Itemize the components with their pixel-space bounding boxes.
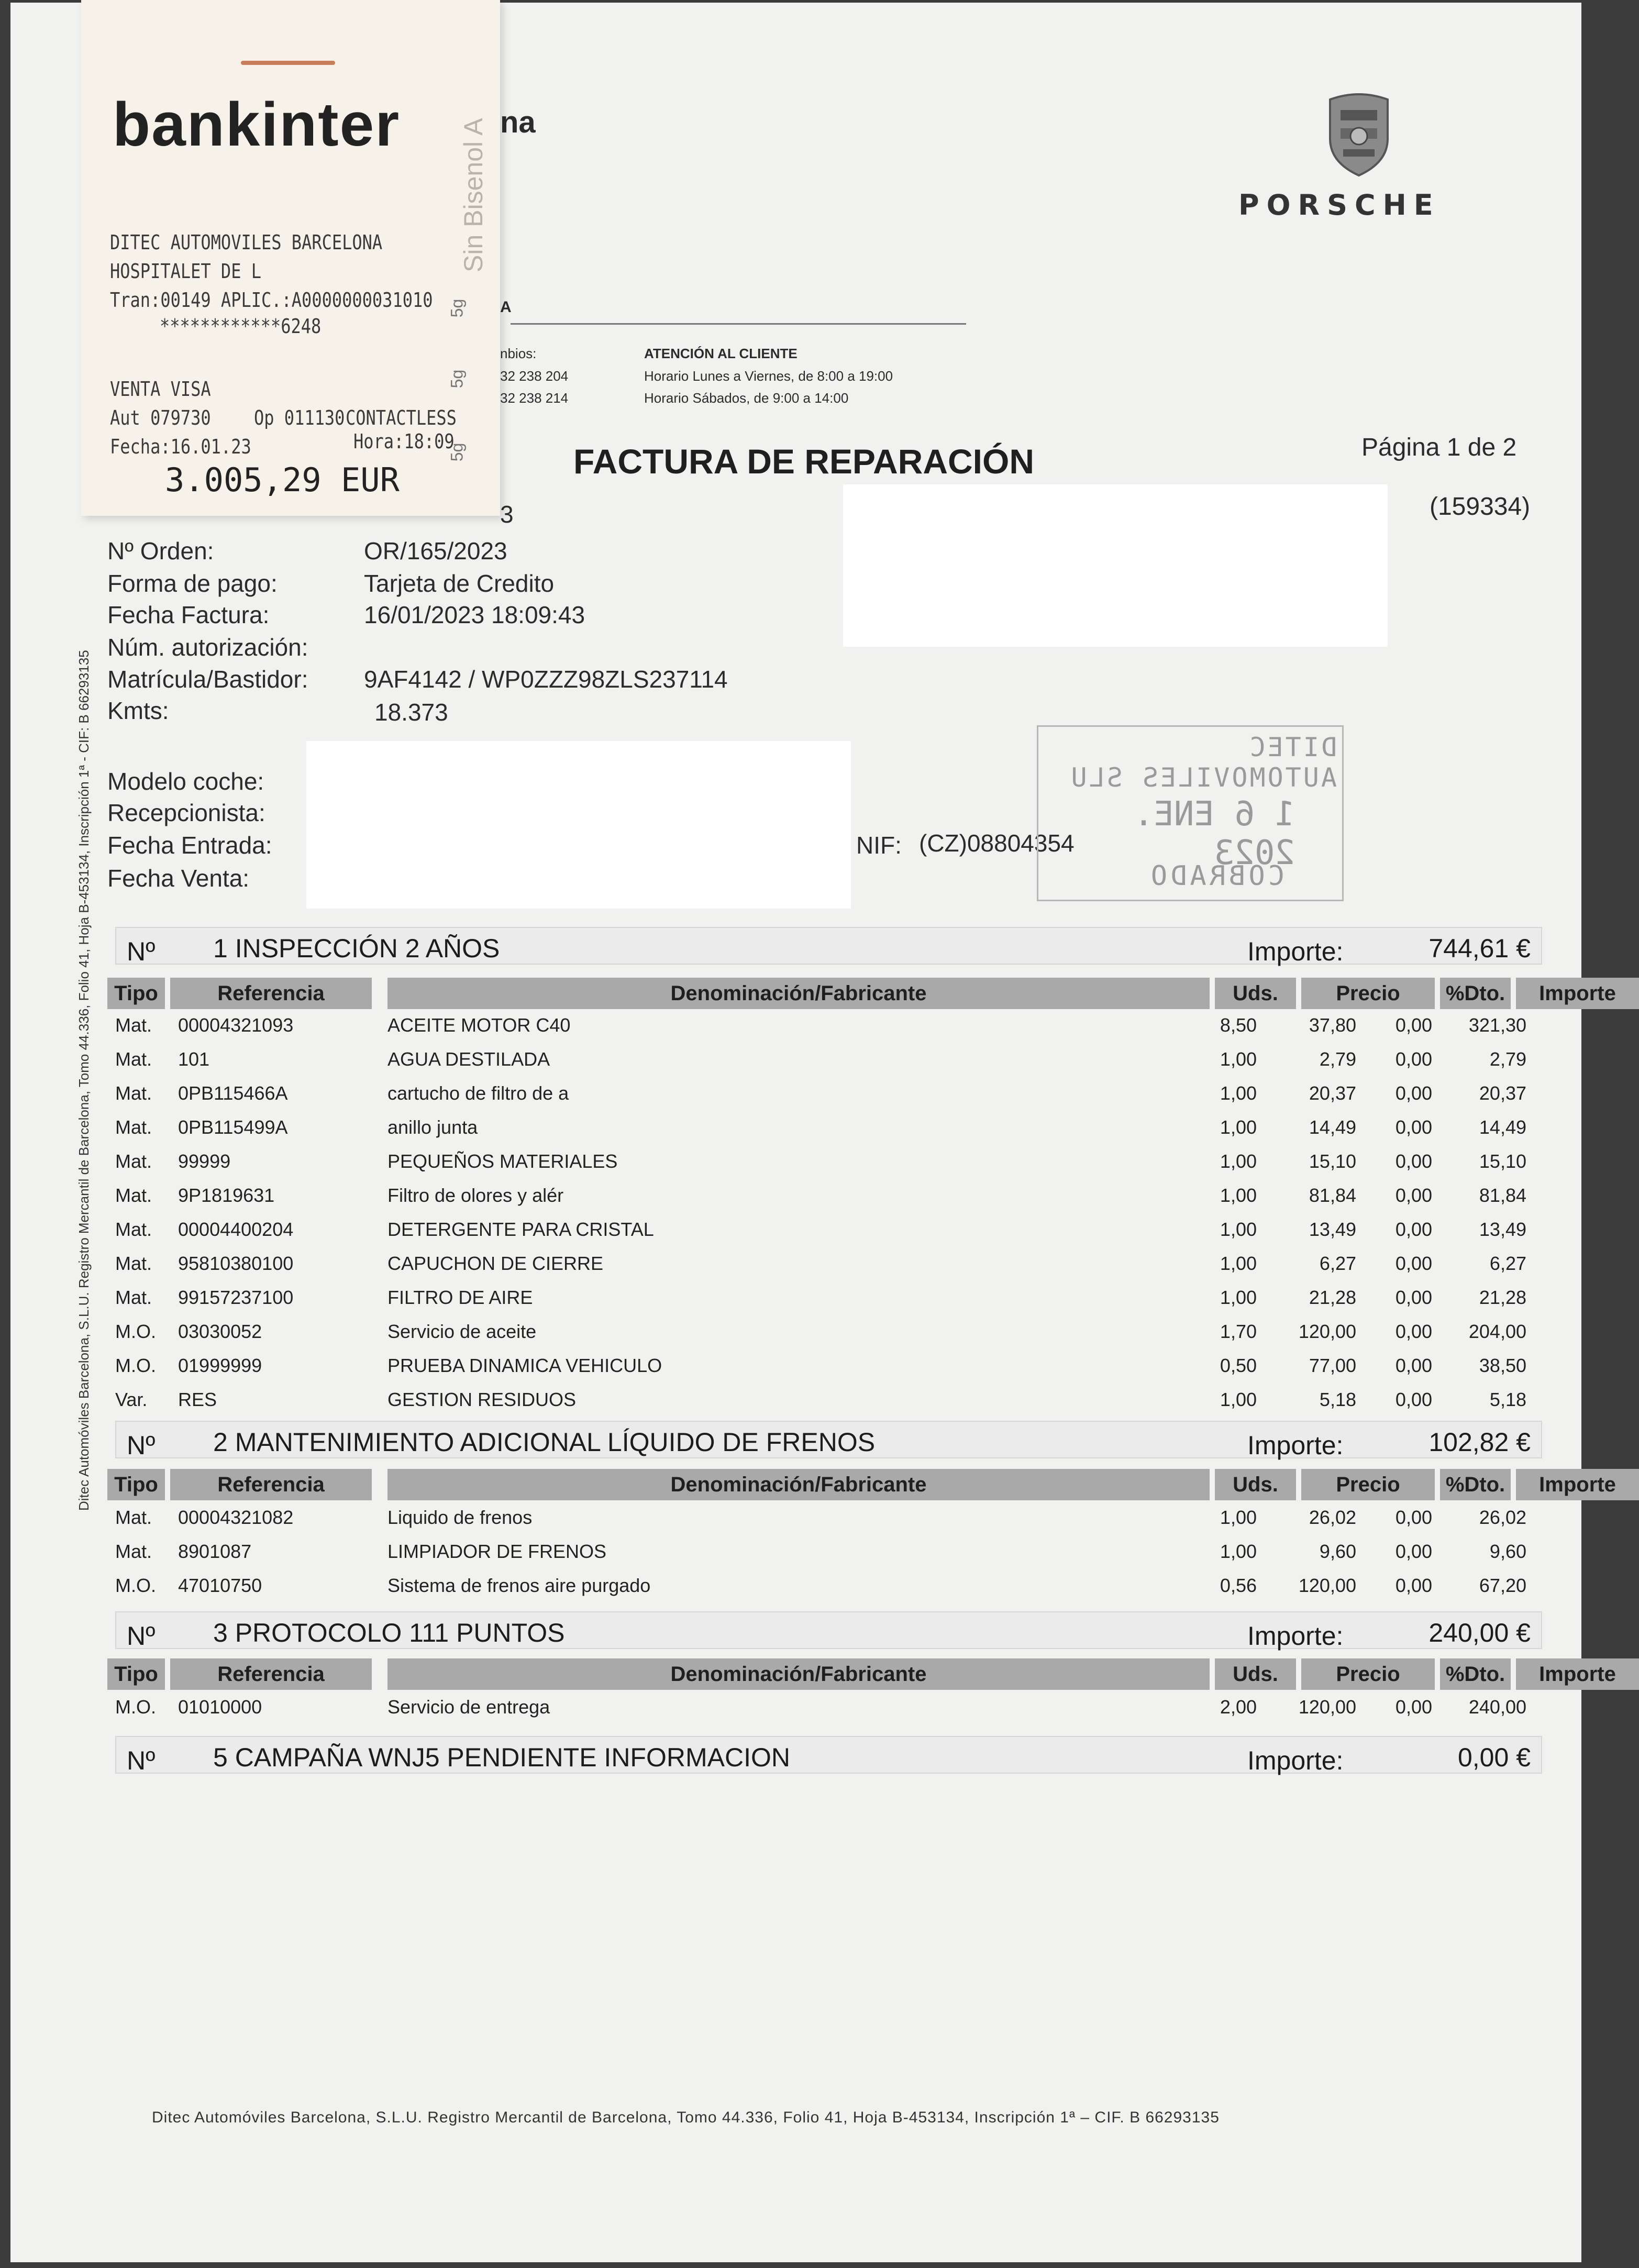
column-header: Uds. [1215, 978, 1296, 1009]
column-header: Referencia [170, 1469, 372, 1500]
receipt-line: Op 011130 [254, 406, 345, 430]
section-title: 1 INSPECCIÓN 2 AÑOS [213, 934, 500, 963]
cell-denominacion: Servicio de entrega [387, 1696, 550, 1718]
cell-referencia: 00004400204 [178, 1219, 294, 1240]
column-header: Uds. [1215, 1658, 1296, 1690]
section-title: 3 PROTOCOLO 111 PUNTOS [213, 1618, 565, 1647]
cell-referencia: 00004321093 [178, 1014, 294, 1036]
cell-precio: 81,84 [1309, 1185, 1356, 1206]
cell-precio: 37,80 [1309, 1014, 1356, 1036]
cell-dto: 0,00 [1395, 1048, 1432, 1070]
receipt-total: 3.005,29 EUR [165, 461, 400, 499]
porsche-crest-icon [1325, 89, 1393, 178]
cell-referencia: 9P1819631 [178, 1185, 275, 1206]
receipt-line: HOSPITALET DE L [110, 259, 261, 283]
column-header: Uds. [1215, 1469, 1296, 1500]
cell-dto: 0,00 [1395, 1082, 1432, 1104]
cell-precio: 120,00 [1298, 1575, 1356, 1596]
section-number-label: Nº [127, 1621, 156, 1651]
cell-dto: 0,00 [1395, 1014, 1432, 1036]
cell-denominacion: GESTION RESIDUOS [387, 1389, 577, 1410]
cell-tipo: Mat. [115, 1116, 152, 1138]
cell-importe: 20,37 [1479, 1082, 1526, 1104]
table-row [107, 1178, 1534, 1211]
cell-denominacion: Filtro de olores y alér [387, 1185, 564, 1206]
cell-uds: 0,50 [1220, 1355, 1257, 1376]
cell-denominacion: PRUEBA DINAMICA VEHICULO [387, 1355, 662, 1376]
cell-importe: 81,84 [1479, 1185, 1526, 1206]
cell-referencia: 47010750 [178, 1575, 262, 1596]
cell-tipo: Mat. [115, 1219, 152, 1240]
section-header [115, 1421, 1542, 1458]
cell-referencia: 8901087 [178, 1541, 252, 1562]
redacted-customer-block [843, 484, 1388, 647]
cell-tipo: Var. [115, 1389, 148, 1410]
column-header: %Dto. [1440, 1469, 1511, 1500]
section-number-label: Nº [127, 1431, 156, 1460]
cell-uds: 1,00 [1220, 1048, 1257, 1070]
cell-tipo: Mat. [115, 1014, 152, 1036]
cell-dto: 0,00 [1395, 1253, 1432, 1274]
label-pago: Forma de pago: [107, 570, 278, 597]
label-modelo: Modelo coche: [107, 768, 264, 795]
cell-denominacion: DETERGENTE PARA CRISTAL [387, 1219, 654, 1240]
cell-tipo: M.O. [115, 1575, 156, 1596]
table-row [107, 1110, 1534, 1143]
label-fecha-venta: Fecha Venta: [107, 865, 250, 892]
cell-precio: 6,27 [1319, 1253, 1356, 1274]
section-importe-value: 744,61 € [1428, 934, 1531, 963]
cell-importe: 38,50 [1479, 1355, 1526, 1376]
cell-referencia: 0PB115466A [178, 1082, 288, 1104]
value-kmts: 18.373 [374, 699, 448, 726]
receipt-line: Fecha:16.01.23 [110, 435, 251, 459]
table-row [107, 1534, 1534, 1567]
cell-precio: 13,49 [1309, 1219, 1356, 1240]
cell-denominacion: FILTRO DE AIRE [387, 1287, 533, 1308]
cell-referencia: RES [178, 1389, 217, 1410]
header-rule [511, 323, 966, 325]
cell-precio: 21,28 [1309, 1287, 1356, 1308]
section-importe-value: 240,00 € [1428, 1618, 1531, 1647]
table-row [107, 1690, 1534, 1722]
column-header: %Dto. [1440, 978, 1511, 1009]
redacted-vehicle-block [306, 741, 851, 909]
cell-importe: 67,20 [1479, 1575, 1526, 1596]
cell-dto: 0,00 [1395, 1219, 1432, 1240]
column-header: Tipo [107, 978, 165, 1009]
cell-tipo: M.O. [115, 1696, 156, 1718]
cell-uds: 1,00 [1220, 1150, 1257, 1172]
receipt-card-number: ************6248 [160, 314, 322, 338]
value-fecha-factura: 16/01/2023 18:09:43 [364, 601, 585, 628]
cell-uds: 1,00 [1220, 1082, 1257, 1104]
cell-dto: 0,00 [1395, 1355, 1432, 1376]
cell-tipo: Mat. [115, 1048, 152, 1070]
cell-dto: 0,00 [1395, 1287, 1432, 1308]
table-row [107, 1212, 1534, 1245]
cell-precio: 15,10 [1309, 1150, 1356, 1172]
section-importe-label: Importe: [1247, 1621, 1344, 1651]
receipt-line: Hora:18:09 [353, 429, 455, 453]
cell-referencia: 00004321082 [178, 1507, 294, 1528]
cell-importe: 6,27 [1489, 1253, 1526, 1274]
cell-uds: 1,70 [1220, 1321, 1257, 1342]
cell-denominacion: Sistema de frenos aire purgado [387, 1575, 651, 1596]
value-orden: OR/165/2023 [364, 537, 507, 565]
column-header: Precio [1301, 978, 1435, 1009]
nif-label: NIF: [856, 832, 902, 859]
porsche-wordmark: PORSCHE [1238, 189, 1441, 222]
cell-uds: 8,50 [1220, 1014, 1257, 1036]
cell-denominacion: AGUA DESTILADA [387, 1048, 550, 1070]
cell-uds: 1,00 [1220, 1185, 1257, 1206]
cell-uds: 1,00 [1220, 1253, 1257, 1274]
cell-importe: 15,10 [1479, 1150, 1526, 1172]
cell-precio: 20,37 [1309, 1082, 1356, 1104]
table-row [107, 1314, 1534, 1347]
receipt-side-text: Sin Bisenol A [459, 118, 488, 272]
table-header [107, 1658, 1616, 1690]
receipt-line: Tran:00149 APLIC.:A0000000031010 [110, 288, 433, 312]
cell-referencia: 01010000 [178, 1696, 262, 1718]
label-matricula: Matrícula/Bastidor: [107, 666, 308, 693]
stamp-cobrado: COBRADO [1147, 860, 1284, 892]
cell-referencia: 101 [178, 1048, 210, 1070]
table-row [107, 1008, 1534, 1041]
table-row [107, 1348, 1534, 1381]
table-row [107, 1144, 1534, 1177]
label-recepcionista: Recepcionista: [107, 799, 265, 826]
cell-referencia: 01999999 [178, 1355, 262, 1376]
hours-weekdays: Horario Lunes a Viernes, de 8:00 a 19:00 [644, 368, 893, 384]
page-number: Página 1 de 2 [1361, 434, 1517, 461]
phone-1: 32 238 204 [500, 368, 569, 384]
table-row [107, 1076, 1534, 1109]
header-partial-word: na [500, 105, 536, 139]
cell-precio: 77,00 [1309, 1355, 1356, 1376]
table-row [107, 1568, 1534, 1601]
nif-value: (CZ)08804354 [919, 829, 1075, 857]
cell-denominacion: PEQUEÑOS MATERIALES [387, 1150, 618, 1172]
cell-denominacion: LIMPIADOR DE FRENOS [387, 1541, 607, 1562]
attention-title: ATENCIÓN AL CLIENTE [644, 346, 798, 361]
cell-tipo: M.O. [115, 1355, 156, 1376]
cell-uds: 1,00 [1220, 1541, 1257, 1562]
paid-stamp [1037, 725, 1344, 901]
cell-tipo: M.O. [115, 1321, 156, 1342]
cell-tipo: Mat. [115, 1150, 152, 1172]
column-header: Precio [1301, 1469, 1435, 1500]
cell-precio: 14,49 [1309, 1116, 1356, 1138]
column-header: Precio [1301, 1658, 1435, 1690]
cell-denominacion: ACEITE MOTOR C40 [387, 1014, 571, 1036]
cell-dto: 0,00 [1395, 1696, 1432, 1718]
receipt-line: Aut 079730 [110, 406, 211, 430]
section-header [115, 927, 1542, 965]
cell-uds: 2,00 [1220, 1696, 1257, 1718]
cell-uds: 0,56 [1220, 1575, 1257, 1596]
cell-dto: 0,00 [1395, 1575, 1432, 1596]
card-receipt [81, 0, 500, 516]
section-importe-value: 102,82 € [1428, 1428, 1531, 1457]
cell-uds: 1,00 [1220, 1389, 1257, 1410]
bankinter-logo: bankinter [113, 90, 401, 159]
cell-precio: 120,00 [1298, 1321, 1356, 1342]
section-title: 5 CAMPAÑA WNJ5 PENDIENTE INFORMACION [213, 1743, 790, 1772]
cell-uds: 1,00 [1220, 1507, 1257, 1528]
cell-precio: 2,79 [1319, 1048, 1356, 1070]
cell-referencia: 99999 [178, 1150, 231, 1172]
section-header [115, 1611, 1542, 1649]
column-header: Importe [1516, 1469, 1639, 1500]
cell-tipo: Mat. [115, 1507, 152, 1528]
cell-importe: 21,28 [1479, 1287, 1526, 1308]
cell-dto: 0,00 [1395, 1150, 1432, 1172]
cell-uds: 1,00 [1220, 1116, 1257, 1138]
cell-precio: 5,18 [1319, 1389, 1356, 1410]
section-importe-label: Importe: [1247, 937, 1344, 966]
receipt-mark: 5g [447, 298, 467, 318]
cell-dto: 0,00 [1395, 1116, 1432, 1138]
cell-importe: 9,60 [1489, 1541, 1526, 1562]
section-importe-label: Importe: [1247, 1746, 1344, 1775]
section-title: 2 MANTENIMIENTO ADICIONAL LÍQUIDO DE FRENOS [213, 1428, 876, 1457]
table-header [107, 1469, 1616, 1500]
section-number-label: Nº [127, 937, 156, 966]
value-matricula: 9AF4142 / WP0ZZZ98ZLS237114 [364, 666, 728, 693]
label-fecha-entrada: Fecha Entrada: [107, 832, 272, 859]
receipt-line: CONTACTLESS [346, 406, 457, 430]
label-autorizacion: Núm. autorización: [107, 634, 308, 661]
cell-tipo: Mat. [115, 1082, 152, 1104]
phones-label: nbios: [500, 346, 537, 361]
receipt-mark: 5g [447, 442, 467, 462]
footer-legal: Ditec Automóviles Barcelona, S.L.U. Registro Mercantil de Barcelona, Tomo 44.336, Folio 41, Hoja B-453134, Inscripción 1ª – CIF. B 66293135 [152, 2109, 1220, 2126]
cell-precio: 26,02 [1309, 1507, 1356, 1528]
cell-denominacion: cartucho de filtro de a [387, 1082, 569, 1104]
cell-denominacion: anillo junta [387, 1116, 478, 1138]
cell-precio: 9,60 [1319, 1541, 1356, 1562]
receipt-line: DITEC AUTOMOVILES BARCELONA [110, 230, 383, 255]
value-pago: Tarjeta de Credito [364, 570, 555, 597]
column-header: Tipo [107, 1469, 165, 1500]
cell-uds: 1,00 [1220, 1287, 1257, 1308]
column-header: Referencia [170, 1658, 372, 1690]
column-header: %Dto. [1440, 1658, 1511, 1690]
column-header: Importe [1516, 1658, 1639, 1690]
cell-dto: 0,00 [1395, 1185, 1432, 1206]
header-partial-a: A [500, 298, 512, 316]
table-row [107, 1246, 1534, 1279]
column-header: Denominación/Fabricante [387, 1469, 1210, 1500]
label-kmts: Kmts: [107, 697, 169, 724]
phone-2: 32 238 214 [500, 390, 569, 406]
cell-dto: 0,00 [1395, 1507, 1432, 1528]
cell-referencia: 99157237100 [178, 1287, 294, 1308]
cell-importe: 13,49 [1479, 1219, 1526, 1240]
cell-importe: 26,02 [1479, 1507, 1526, 1528]
cell-uds: 1,00 [1220, 1219, 1257, 1240]
stamp-company: DITEC AUTOMOVILES SLU [1069, 732, 1337, 793]
cell-denominacion: Servicio de aceite [387, 1321, 537, 1342]
receipt-line: VENTA VISA [110, 377, 211, 401]
receipt-tear-line [241, 61, 335, 65]
column-header: Importe [1516, 978, 1639, 1009]
side-legal-text: Ditec Automóviles Barcelona, S.L.U. Registro Mercantil de Barcelona, Tomo 44.336, Folio 41, Hoja B-453134, Inscripción 1ª - CIF: B 66293135 [76, 650, 92, 1511]
cell-tipo: Mat. [115, 1185, 152, 1206]
table-row [107, 1500, 1534, 1533]
cell-denominacion: CAPUCHON DE CIERRE [387, 1253, 604, 1274]
cell-importe: 321,30 [1468, 1014, 1526, 1036]
cell-importe: 240,00 [1468, 1696, 1526, 1718]
column-header: Referencia [170, 978, 372, 1009]
hours-saturday: Horario Sábados, de 9:00 a 14:00 [644, 390, 849, 406]
cell-dto: 0,00 [1395, 1389, 1432, 1410]
cell-referencia: 95810380100 [178, 1253, 294, 1274]
table-row [107, 1382, 1534, 1415]
receipt-mark: 5g [447, 369, 467, 389]
partial-digit: 3 [500, 501, 514, 528]
cell-importe: 5,18 [1489, 1389, 1526, 1410]
cell-tipo: Mat. [115, 1287, 152, 1308]
customer-number: (159334) [1430, 493, 1531, 521]
cell-referencia: 03030052 [178, 1321, 262, 1342]
column-header: Denominación/Fabricante [387, 978, 1210, 1009]
section-importe-value: 0,00 € [1457, 1743, 1531, 1772]
cell-referencia: 0PB115499A [178, 1116, 288, 1138]
cell-denominacion: Liquido de frenos [387, 1507, 533, 1528]
cell-importe: 14,49 [1479, 1116, 1526, 1138]
cell-tipo: Mat. [115, 1541, 152, 1562]
table-header [107, 978, 1616, 1009]
cell-importe: 204,00 [1468, 1321, 1526, 1342]
table-row [107, 1280, 1534, 1313]
section-header [115, 1736, 1542, 1774]
invoice-title: FACTURA DE REPARACIÓN [573, 442, 1035, 481]
cell-importe: 2,79 [1489, 1048, 1526, 1070]
section-importe-label: Importe: [1247, 1431, 1344, 1460]
cell-precio: 120,00 [1298, 1696, 1356, 1718]
table-row [107, 1042, 1534, 1075]
label-orden: Nº Orden: [107, 537, 214, 565]
column-header: Tipo [107, 1658, 165, 1690]
cell-dto: 0,00 [1395, 1321, 1432, 1342]
section-number-label: Nº [127, 1746, 156, 1775]
stamp-date: 1 6 ENE. 2023 [1133, 795, 1295, 872]
cell-dto: 0,00 [1395, 1541, 1432, 1562]
cell-tipo: Mat. [115, 1253, 152, 1274]
column-header: Denominación/Fabricante [387, 1658, 1210, 1690]
label-fecha-factura: Fecha Factura: [107, 601, 270, 628]
